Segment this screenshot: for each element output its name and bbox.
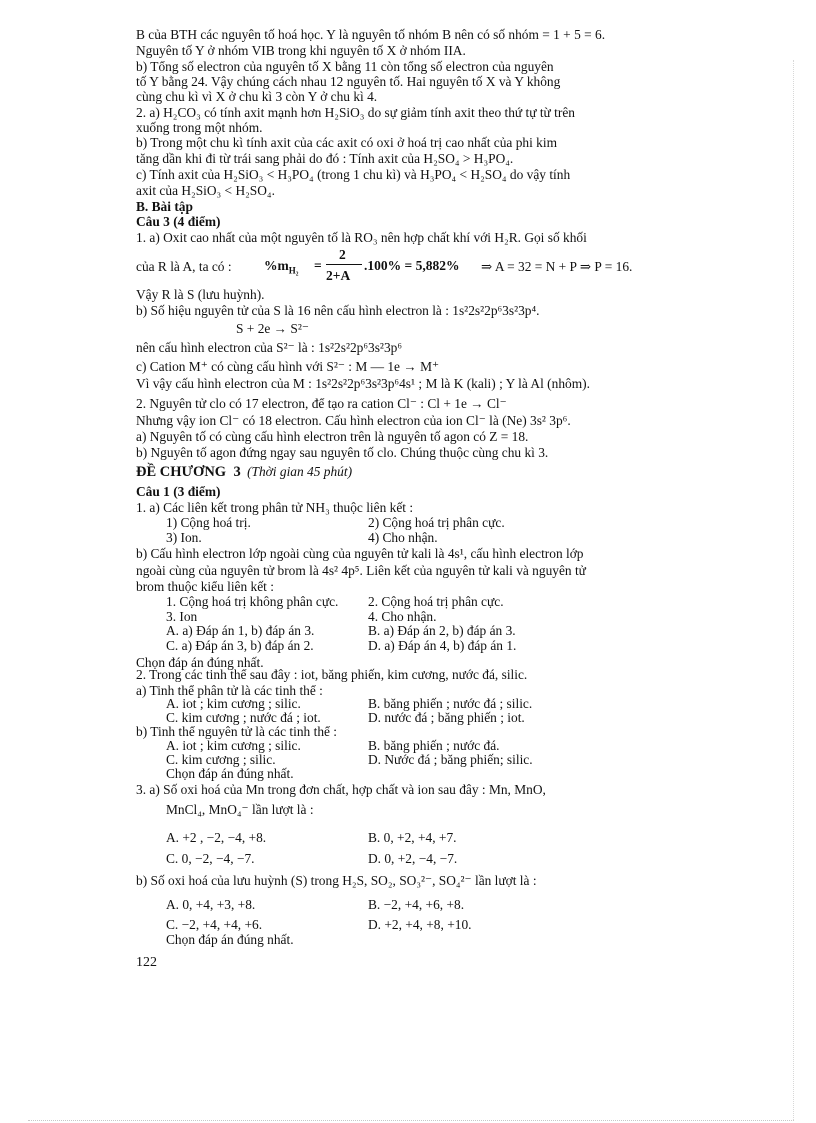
text-line: 1. a) Oxit cao nhất của một nguyên tố là RO₃ nên hợp chất khí với H₂R. Gọi số khối (136, 230, 587, 245)
text-line: b) Số oxi hoá của lưu huỳnh (S) trong H₂S, SO₂, SO₃²⁻, SO₄²⁻ lần lượt là : (136, 873, 537, 888)
text-line: 2. Nguyên tử clo có 17 electron, để tạo ra cation Cl⁻ : Cl + 1e → Cl⁻ (136, 396, 507, 411)
option-right: B. băng phiến ; nước đá ; silic. (368, 696, 533, 711)
text-line: b) Tinh thể nguyên tử là các tinh thể : (136, 724, 338, 739)
text-line: Nhưng vậy ion Cl⁻ có 18 electron. Cấu hình electron của ion Cl⁻ là (Ne) 3s² 3p⁶. (136, 413, 571, 428)
option-right: B. 0, +2, +4, +7. (368, 830, 457, 845)
option-left: A. iot ; kim cương ; silic. (166, 696, 301, 711)
formula-equals: = (314, 258, 322, 273)
indented-line: S + 2e → S²⁻ (236, 321, 309, 336)
text-line: b) Cấu hình electron lớp ngoài cùng của nguyên tử kali là 4s¹, cấu hình electron lớp (136, 546, 584, 561)
option-left: C. 0, −2, −4, −7. (166, 851, 255, 866)
text-line: Vậy R là S (lưu huỳnh). (136, 287, 265, 302)
option-left: A. a) Đáp án 1, b) đáp án 3. (166, 623, 315, 638)
text-line: Câu 3 (4 điểm) (136, 214, 221, 229)
text-line: 2. Trong các tinh thể sau đây : iot, băng phiến, kim cương, nước đá, silic. (136, 667, 528, 682)
option-right: D. Nước đá ; băng phiến; silic. (368, 752, 533, 767)
text-line: 2. a) H₂CO₃ có tính axit mạnh hơn H₂SiO₃ do sự giảm tính axit theo thứ tự từ trên (136, 105, 575, 120)
option-left: A. iot ; kim cương ; silic. (166, 738, 301, 753)
text-line: b) Tổng số electron của nguyên tố X bằng 11 còn tổng số electron của nguyên (136, 59, 554, 74)
indented-line: Chọn đáp án đúng nhất. (166, 932, 294, 947)
chapter-heading: ĐỀ CHƯƠNG 3 (Thời gian 45 phút) (136, 464, 353, 480)
option-right: D. a) Đáp án 4, b) đáp án 1. (368, 638, 517, 653)
formula-lhs: $\%m_{H_2}$ (264, 258, 299, 276)
option-right: B. a) Đáp án 2, b) đáp án 3. (368, 623, 516, 638)
option-right: D. nước đá ; băng phiến ; iot. (368, 710, 525, 725)
text-line: c) Tính axit của H₂SiO₃ < H₃PO₄ (trong 1 chu kì) và H₃PO₄ < H₂SO₄ do vậy tính (136, 167, 571, 182)
text-line: xuống trong một nhóm. (136, 120, 263, 135)
text-line: Vì vậy cấu hình electron của M : 1s²2s²2p⁶3s²3p⁶4s¹ ; M là K (kali) ; Y là Al (nhôm). (136, 376, 590, 391)
text-line: nên cấu hình electron của S²⁻ là : 1s²2s²2p⁶3s²3p⁶ (136, 340, 403, 355)
text-line: Câu 1 (3 điểm) (136, 484, 221, 499)
option-left: C. kim cương ; nước đá ; iot. (166, 710, 321, 725)
text-line: a) Tinh thể phân tử là các tinh thể : (136, 683, 323, 698)
formula-line (136, 260, 232, 274)
option-left: C. −2, +4, +4, +6. (166, 917, 263, 932)
page-border (28, 1120, 794, 1121)
option-left: 1. Cộng hoá trị không phân cực. (166, 594, 339, 609)
text-line: tăng dần khi đi từ trái sang phải do đó : Tính axit của H₂SO₄ > H₃PO₄. (136, 151, 514, 166)
text-line: B. Bài tập (136, 199, 193, 214)
text-line: a) Nguyên tố có cùng cấu hình electron trên là nguyên tố agon có Z = 18. (136, 429, 529, 444)
option-right: 2) Cộng hoá trị phân cực. (368, 515, 505, 530)
text-line: b) Trong một chu kì tính axit của các axit có oxi ở hoá trị cao nhất của phi kim (136, 135, 557, 150)
text-line: ngoài cùng của nguyên tử brom là 4s² 4p⁵. Liên kết của nguyên tử kali và nguyên tử (136, 563, 586, 578)
option-left: A. 0, +4, +3, +8. (166, 897, 256, 912)
text-line: brom thuộc kiểu liên kết : (136, 579, 274, 594)
indented-line: Chọn đáp án đúng nhất. (166, 766, 294, 781)
text-line: Chọn đáp án đúng nhất. (136, 655, 264, 670)
option-left: C. a) Đáp án 3, b) đáp án 2. (166, 638, 314, 653)
text-line: b) Số hiệu nguyên tử của S là 16 nên cấu hình electron là : 1s²2s²2p⁶3s²3p⁴. (136, 303, 540, 318)
page-border-right (793, 60, 794, 1120)
page-number: 122 (136, 955, 157, 970)
text-line: c) Cation M⁺ có cùng cấu hình với S²⁻ : M — 1e → M⁺ (136, 359, 440, 374)
formula-rest: ⇒ A = 32 = N + P ⇒ P = 16. (481, 259, 633, 274)
option-right: D. 0, +2, −4, −7. (368, 851, 458, 866)
formula-numerator: 2 (339, 247, 346, 262)
text-line: tố Y bằng 24. Vậy chúng cách nhau 12 nguyên tố. Hai nguyên tố X và Y không (136, 74, 561, 89)
option-right: 2. Cộng hoá trị phân cực. (368, 594, 504, 609)
text-line: 1. a) Các liên kết trong phân tử NH₃ thuộc liên kết : (136, 500, 414, 515)
formula-prefix: của R là A, ta có : (136, 259, 232, 274)
option-right: B. băng phiến ; nước đá. (368, 738, 500, 753)
formula-denominator: 2+A (326, 268, 351, 283)
indented-line: MnCl₄, MnO₄⁻ lần lượt là : (166, 802, 314, 817)
text-line: axit của H₂SiO₃ < H₂SO₄. (136, 183, 275, 198)
fraction-bar (326, 264, 362, 265)
text-line: b) Nguyên tố agon đứng ngay sau nguyên tố clo. Chúng thuộc cùng chu kì 3. (136, 445, 549, 460)
text-line: B của BTH các nguyên tố hoá học. Y là nguyên tố nhóm B nên có số nhóm = 1 + 5 = 6. (136, 27, 606, 42)
text-line: 3. a) Số oxi hoá của Mn trong đơn chất, hợp chất và ion sau đây : Mn, MnO, (136, 782, 546, 797)
formula-result: .100% = 5,882% (364, 258, 460, 273)
option-left: A. +2 , −2, −4, +8. (166, 830, 267, 845)
option-left: C. kim cương ; silic. (166, 752, 276, 767)
option-right: D. +2, +4, +8, +10. (368, 917, 472, 932)
option-left: 1) Cộng hoá trị. (166, 515, 251, 530)
text-line: Nguyên tố Y ở nhóm VIB trong khi nguyên tố X ở nhóm IIA. (136, 43, 466, 58)
option-left: 3) Ion. (166, 530, 202, 545)
option-right: 4. Cho nhận. (368, 609, 437, 624)
option-right: B. −2, +4, +6, +8. (368, 897, 465, 912)
option-right: 4) Cho nhận. (368, 530, 438, 545)
text-line: cùng chu kì vì X ở chu kì 3 còn Y ở chu kì 4. (136, 89, 378, 104)
option-left: 3. Ion (166, 609, 198, 624)
